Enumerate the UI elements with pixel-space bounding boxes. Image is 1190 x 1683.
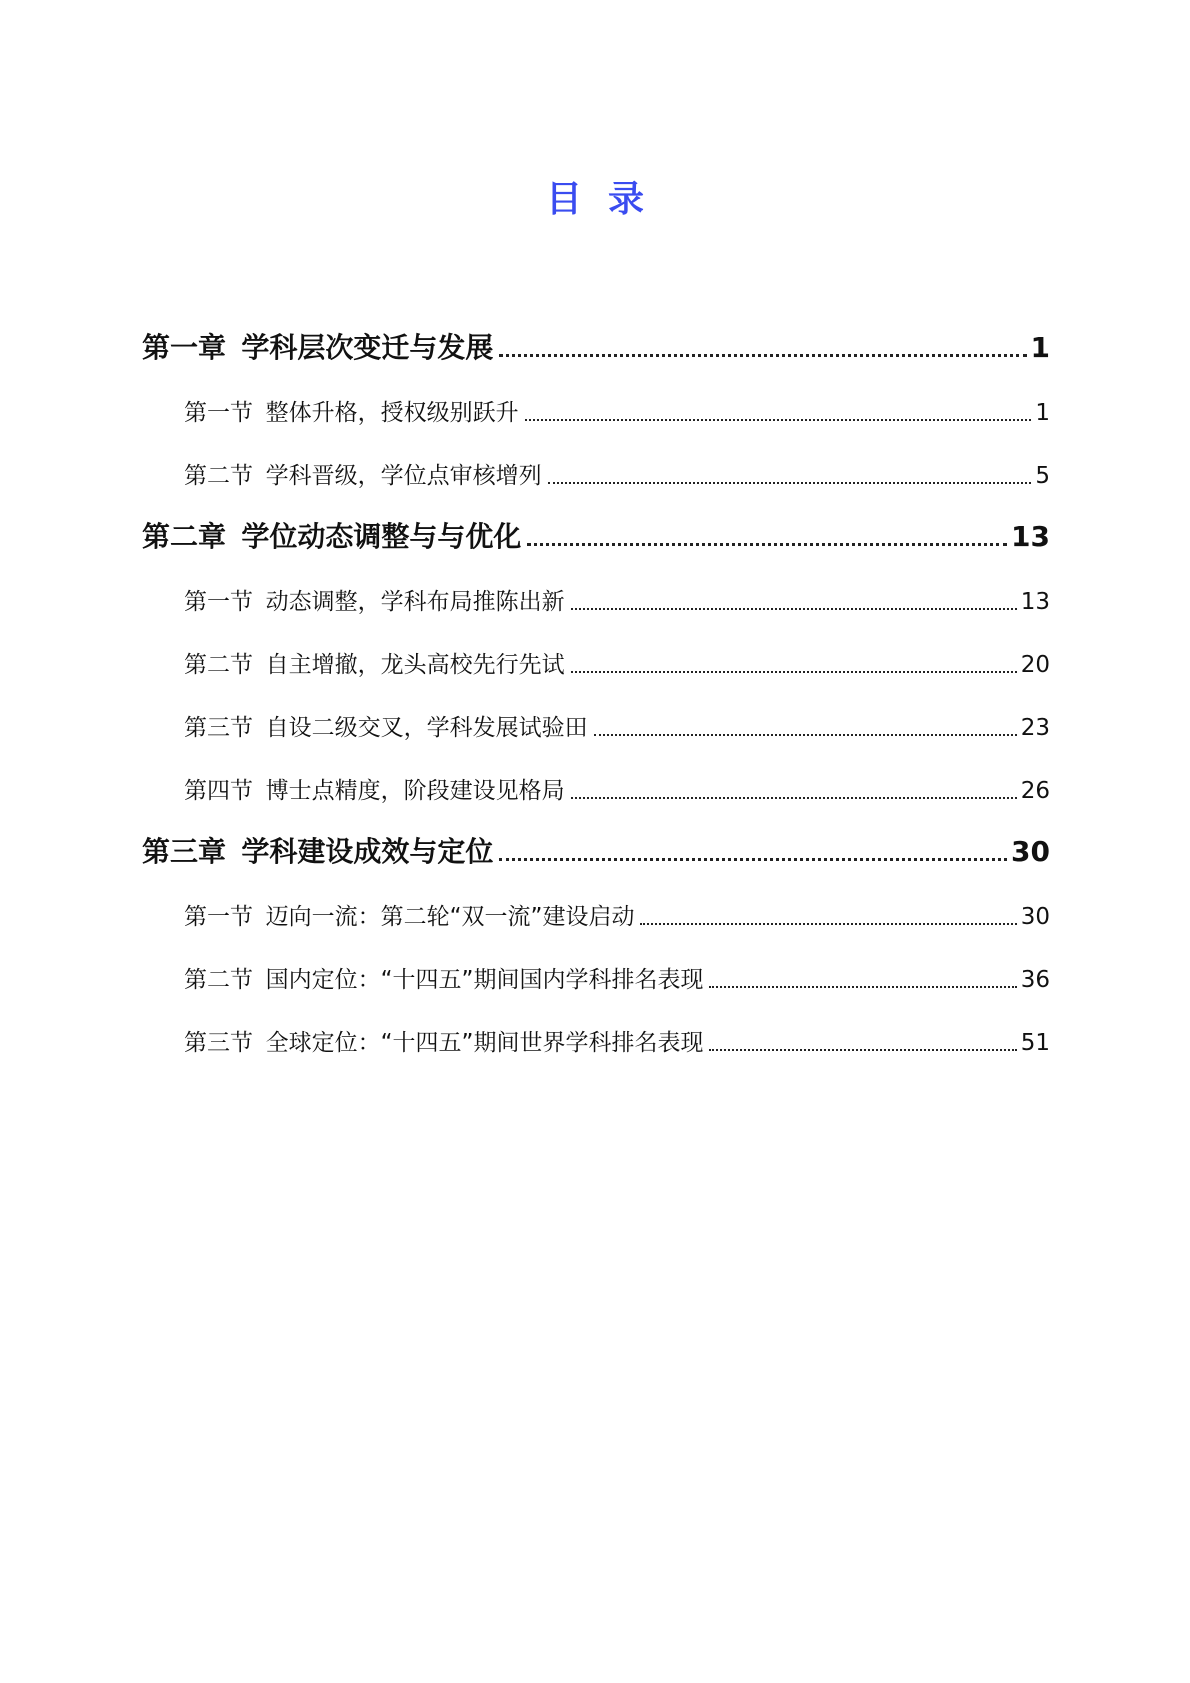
dot-leader xyxy=(571,671,1017,673)
page-number: 1 xyxy=(1030,331,1050,364)
page-number: 26 xyxy=(1020,778,1050,804)
dot-leader xyxy=(571,797,1017,799)
section-number: 第二节 xyxy=(184,652,253,678)
toc-title: 目录 xyxy=(545,179,670,220)
toc-entry-section-2-1[interactable] xyxy=(142,554,1050,617)
chapter-title: 学位动态调整与与优化 xyxy=(241,520,522,553)
dot-leader xyxy=(571,608,1017,610)
toc-entry-section-2-3[interactable] xyxy=(142,680,1050,743)
toc-entry-section-1-1[interactable] xyxy=(142,365,1050,428)
page-number: 30 xyxy=(1011,835,1050,868)
section-number: 第三节 xyxy=(184,715,253,741)
dot-leader xyxy=(527,543,1007,546)
toc-entry-section-3-2[interactable] xyxy=(142,932,1050,995)
chapter-number: 第一章 xyxy=(142,331,227,364)
section-title: 国内定位：“十四五”期间国内学科排名表现 xyxy=(265,967,704,993)
section-number: 第一节 xyxy=(184,400,253,426)
page-number: 1 xyxy=(1035,400,1050,426)
page-number: 13 xyxy=(1020,589,1050,615)
dot-leader xyxy=(548,482,1032,484)
toc-entry-chapter-2[interactable] xyxy=(142,491,1050,554)
section-title: 动态调整，学科布局推陈出新 xyxy=(265,589,565,615)
toc-entry-section-1-2[interactable] xyxy=(142,428,1050,491)
section-title: 自主增撤，龙头高校先行先试 xyxy=(265,652,565,678)
dot-leader xyxy=(525,419,1032,421)
table-of-contents xyxy=(142,302,1050,1058)
section-title: 全球定位：“十四五”期间世界学科排名表现 xyxy=(265,1030,704,1056)
dot-leader xyxy=(499,858,1007,861)
toc-entry-section-3-3[interactable] xyxy=(142,995,1050,1058)
section-title: 迈向一流：第二轮“双一流”建设启动 xyxy=(265,904,635,930)
section-title: 博士点精度，阶段建设见格局 xyxy=(265,778,565,804)
dot-leader xyxy=(709,1049,1016,1051)
page-number: 5 xyxy=(1035,463,1050,489)
dot-leader xyxy=(594,734,1017,736)
toc-entry-section-2-2[interactable] xyxy=(142,617,1050,680)
section-number: 第二节 xyxy=(184,463,253,489)
section-number: 第一节 xyxy=(184,904,253,930)
page-number: 51 xyxy=(1020,1030,1050,1056)
dot-leader xyxy=(709,986,1016,988)
section-number: 第一节 xyxy=(184,589,253,615)
toc-entry-section-2-4[interactable] xyxy=(142,743,1050,806)
page-number: 13 xyxy=(1011,520,1050,553)
section-number: 第二节 xyxy=(184,967,253,993)
chapter-title: 学科建设成效与定位 xyxy=(241,835,494,868)
toc-entry-chapter-3[interactable] xyxy=(142,806,1050,869)
chapter-number: 第二章 xyxy=(142,520,227,553)
section-title: 整体升格，授权级别跃升 xyxy=(265,400,519,426)
page-number: 20 xyxy=(1020,652,1050,678)
chapter-title: 学科层次变迁与发展 xyxy=(241,331,494,364)
page-number: 23 xyxy=(1020,715,1050,741)
section-title: 自设二级交叉，学科发展试验田 xyxy=(265,715,588,741)
toc-entry-section-3-1[interactable] xyxy=(142,869,1050,932)
section-title: 学科晋级，学位点审核增列 xyxy=(265,463,542,489)
page-number: 30 xyxy=(1020,904,1050,930)
section-number: 第四节 xyxy=(184,778,253,804)
page-number: 36 xyxy=(1020,967,1050,993)
dot-leader xyxy=(499,354,1026,357)
section-number: 第三节 xyxy=(184,1030,253,1056)
dot-leader xyxy=(640,923,1016,925)
chapter-number: 第三章 xyxy=(142,835,227,868)
toc-entry-chapter-1[interactable] xyxy=(142,302,1050,365)
